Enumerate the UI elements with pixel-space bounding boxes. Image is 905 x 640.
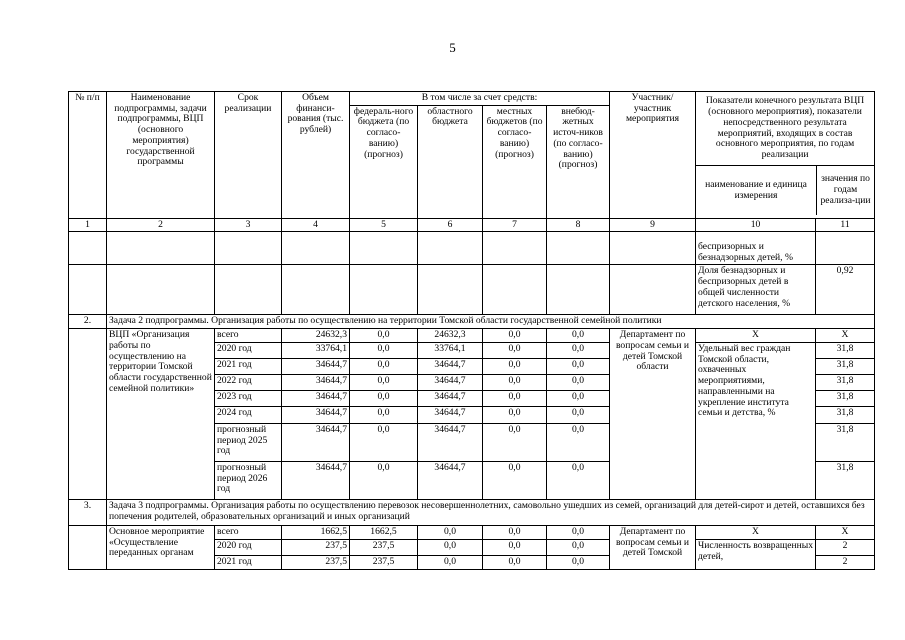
regional-cell: 0,0: [418, 525, 483, 539]
term-cell: 2022 год: [215, 374, 282, 390]
header-local: местных бюджетов (по согласо-ванию) (прогноз): [483, 105, 547, 218]
local-cell: 0,0: [483, 374, 547, 390]
term-cell: 2020 год: [215, 539, 282, 555]
continuation-row: [69, 232, 875, 265]
regional-cell: 34644,7: [418, 423, 483, 461]
indicator-text: Доля безнадзорных и беспризорных детей в общей численности детского населения, %: [696, 265, 816, 315]
column-number: 2: [107, 218, 215, 232]
term-cell: 2021 год: [215, 358, 282, 374]
volume-cell: 34644,7: [282, 423, 350, 461]
regional-cell: 34644,7: [418, 461, 483, 499]
volume-cell: 237,5: [282, 539, 350, 555]
federal-cell: 0,0: [350, 329, 418, 343]
page-number: 5: [449, 40, 456, 55]
extra-cell: 0,0: [547, 525, 610, 539]
regional-cell: 0,0: [418, 539, 483, 555]
federal-cell: 0,0: [350, 406, 418, 423]
regional-cell: 34644,7: [418, 358, 483, 374]
volume-cell: 34644,7: [282, 406, 350, 423]
volume-cell: 33764,1: [282, 342, 350, 358]
column-number: 9: [610, 218, 696, 232]
term-cell: прогнозный период 2025 год: [215, 423, 282, 461]
program-name: ВЦП «Организация работы по осуществлению на территории Томской области государственной семейной политики»: [107, 329, 215, 500]
federal-cell: 0,0: [350, 342, 418, 358]
header-volume: Объем финанси-рования (тыс. рублей): [282, 92, 350, 219]
indicator-text: Удельный вес граждан Томской области, охваченных мероприятиями, направленными на укрепление института семьи и детства, %: [696, 342, 816, 499]
header-extra: внебюд-жетных источ-ников (по согласо-ванию) (прогноз): [547, 105, 610, 218]
header-participant: Участник/ участник мероприятия: [610, 92, 696, 219]
federal-cell: 0,0: [350, 390, 418, 406]
local-cell: 0,0: [483, 423, 547, 461]
column-numbers-row: [69, 218, 875, 232]
extra-cell: 0,0: [547, 374, 610, 390]
indicator-text: Численность возвращенных детей,: [696, 539, 816, 569]
local-cell: 0,0: [483, 555, 547, 569]
table-row: [69, 525, 875, 539]
indicator-value: 31,8: [816, 461, 875, 499]
term-cell: прогнозный период 2026 год: [215, 461, 282, 499]
local-cell: 0,0: [483, 406, 547, 423]
regional-cell: 24632,3: [418, 329, 483, 343]
indicator-value: 2: [816, 539, 875, 555]
regional-cell: 34644,7: [418, 390, 483, 406]
indicator-value: 31,8: [816, 390, 875, 406]
indicator-value: 2: [816, 555, 875, 569]
indicator-value-x: Х: [816, 525, 875, 539]
header-term: Срок реализации: [215, 92, 282, 219]
term-cell: всего: [215, 329, 282, 343]
federal-cell: 1662,5: [350, 525, 418, 539]
header-indicators: Показатели конечного результата ВЦП (основного мероприятия), показатели непосредственного результата мероприятий, входящих в состав основного мероприятия, по годам реализации: [696, 92, 874, 166]
federal-cell: 237,5: [350, 539, 418, 555]
task-row: [69, 315, 875, 329]
volume-cell: 237,5: [282, 555, 350, 569]
column-number: 11: [816, 218, 875, 232]
participant-cell: Департамент по вопросам семьи и детей Томской области: [610, 329, 696, 500]
header-indicator-name: наименование и единица измерения: [696, 166, 817, 215]
volume-cell: 34644,7: [282, 461, 350, 499]
extra-cell: 0,0: [547, 329, 610, 343]
regional-cell: 34644,7: [418, 374, 483, 390]
column-number: 4: [282, 218, 350, 232]
local-cell: 0,0: [483, 342, 547, 358]
local-cell: 0,0: [483, 525, 547, 539]
task-number: 2.: [69, 315, 107, 329]
federal-cell: 0,0: [350, 374, 418, 390]
header-indicators-cell: [696, 92, 875, 219]
term-cell: всего: [215, 525, 282, 539]
table-row: [69, 329, 875, 343]
column-number: 3: [215, 218, 282, 232]
regional-cell: 34644,7: [418, 406, 483, 423]
column-number: 6: [418, 218, 483, 232]
term-cell: 2021 год: [215, 555, 282, 569]
header-federal: федераль-ного бюджета (по согласо-ванию) (прогноз): [350, 105, 418, 218]
indicator-value: 31,8: [816, 374, 875, 390]
participant-cell: Департамент по вопросам семьи и детей Томской: [610, 525, 696, 569]
extra-cell: 0,0: [547, 423, 610, 461]
local-cell: 0,0: [483, 390, 547, 406]
volume-cell: 34644,7: [282, 390, 350, 406]
program-table: [68, 91, 875, 570]
indicator-text: беспризорных и безнадзорных детей, %: [696, 232, 816, 265]
term-cell: 2023 год: [215, 390, 282, 406]
regional-cell: 0,0: [418, 555, 483, 569]
column-number: 7: [483, 218, 547, 232]
column-number: 5: [350, 218, 418, 232]
extra-cell: 0,0: [547, 342, 610, 358]
regional-cell: 33764,1: [418, 342, 483, 358]
extra-cell: 0,0: [547, 358, 610, 374]
term-cell: 2024 год: [215, 406, 282, 423]
column-number: 10: [696, 218, 816, 232]
indicator-value: 31,8: [816, 358, 875, 374]
task-number: 3.: [69, 499, 107, 525]
federal-cell: 0,0: [350, 461, 418, 499]
federal-cell: 0,0: [350, 358, 418, 374]
task-title: Задача 3 подпрограммы. Организация работы по осуществлению перевозок несовершеннолетних, самовольно ушедших из семей, организаций для детей-сирот и детей, оставшихся без попечения родителей, образовательных организаций и иных организаций: [107, 499, 875, 525]
volume-cell: 24632,3: [282, 329, 350, 343]
program-name: Основное мероприятие «Осуществление переданных органам: [107, 525, 215, 569]
header-num: № п/п: [69, 92, 107, 219]
federal-cell: 0,0: [350, 423, 418, 461]
extra-cell: 0,0: [547, 461, 610, 499]
volume-cell: 34644,7: [282, 374, 350, 390]
indicator-header-x: Х: [696, 329, 816, 343]
extra-cell: 0,0: [547, 390, 610, 406]
task-title: Задача 2 подпрограммы. Организация работы по осуществлению на территории Томской области государственной семейной политики: [107, 315, 875, 329]
extra-cell: 0,0: [547, 555, 610, 569]
indicator-value-x: Х: [816, 329, 875, 343]
header-regional: областного бюджета: [418, 105, 483, 218]
task-row: [69, 499, 875, 525]
extra-cell: 0,0: [547, 406, 610, 423]
indicator-value: 31,8: [816, 342, 875, 358]
indicator-header-x: Х: [696, 525, 816, 539]
column-number: 8: [547, 218, 610, 232]
column-number: 1: [69, 218, 107, 232]
indicator-value: 31,8: [816, 406, 875, 423]
local-cell: 0,0: [483, 461, 547, 499]
local-cell: 0,0: [483, 358, 547, 374]
header-indicator-values: значения по годам реализа-ции: [820, 173, 871, 206]
local-cell: 0,0: [483, 539, 547, 555]
federal-cell: 237,5: [350, 555, 418, 569]
continuation-row: [69, 265, 875, 315]
local-cell: 0,0: [483, 329, 547, 343]
volume-cell: 34644,7: [282, 358, 350, 374]
extra-cell: 0,0: [547, 539, 610, 555]
indicator-value: 31,8: [816, 423, 875, 461]
term-cell: 2020 год: [215, 342, 282, 358]
volume-cell: 1662,5: [282, 525, 350, 539]
header-name: Наименование подпрограммы, задачи подпрограммы, ВЦП (основного мероприятия) государственной программы: [107, 92, 215, 219]
indicator-value: 0,92: [816, 265, 875, 315]
header-sources: В том числе за счет средств:: [350, 92, 610, 106]
